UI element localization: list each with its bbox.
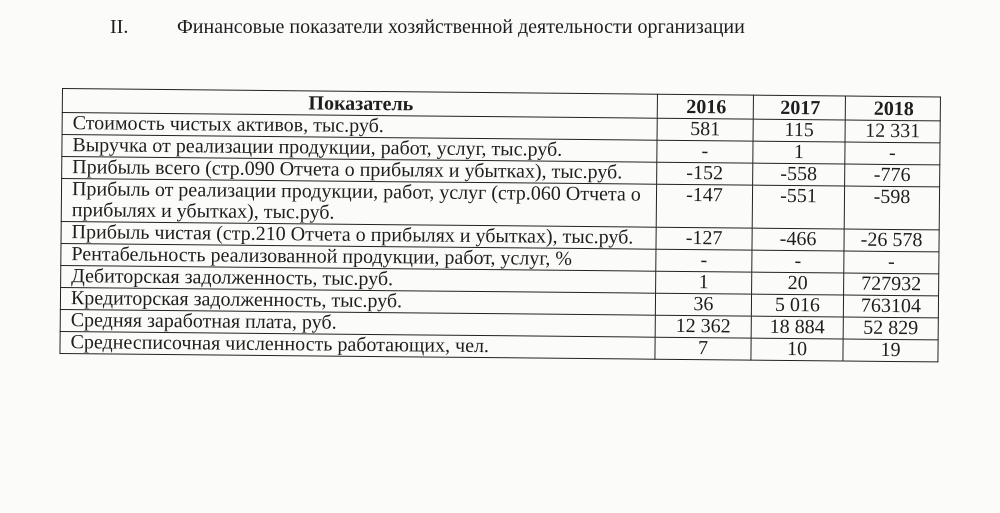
cell-value: 52 829	[843, 317, 938, 340]
cell-value: 115	[753, 119, 845, 142]
cell-value: 12 331	[845, 120, 940, 143]
cell-value: 727932	[844, 273, 939, 296]
cell-value: -551	[752, 185, 844, 229]
row-label: Прибыль от реализации продукции, работ, услуг (стр.060 Отчета о прибылях и убытках), тыс.руб.	[61, 179, 656, 228]
cell-value: -147	[656, 184, 752, 228]
cell-value: -127	[656, 227, 752, 250]
cell-value: 1	[753, 141, 845, 164]
cell-value: -	[656, 249, 752, 272]
section-heading	[110, 16, 745, 39]
row-label: Выручка от реализации продукции, работ, услуг, тыс.руб.	[62, 135, 657, 163]
row-label: Прибыль чистая (стр.210 Отчета о прибылях и убытках), тыс.руб.	[61, 221, 656, 249]
cell-value: -	[844, 251, 939, 274]
cell-value: -26 578	[844, 229, 939, 252]
cell-value: 19	[843, 339, 938, 362]
header-year-2017: 2017	[753, 95, 845, 120]
cell-value: 1	[656, 271, 752, 294]
row-label: Средняя заработная плата, руб.	[60, 309, 655, 337]
cell-value: 581	[657, 118, 753, 141]
cell-value: 10	[751, 338, 843, 361]
row-label: Стоимость чистых активов, тыс.руб.	[62, 113, 657, 141]
row-label: Среднесписочная численность работающих, чел.	[60, 331, 655, 359]
cell-value: 763104	[843, 295, 938, 318]
cell-value: 36	[655, 293, 751, 316]
cell-value: -558	[753, 163, 845, 186]
cell-value: -466	[752, 228, 844, 251]
row-label: Дебиторская задолженность, тыс.руб.	[61, 265, 656, 293]
financial-indicators-table	[59, 88, 941, 362]
cell-value: -598	[844, 186, 939, 230]
cell-value: -	[845, 142, 940, 165]
row-label: Прибыль всего (стр.090 Отчета о прибылях и убытках), тыс.руб.	[62, 157, 657, 185]
header-year-2016: 2016	[657, 94, 753, 119]
row-label: Кредиторская задолженность, тыс.руб.	[60, 287, 655, 315]
cell-value: 5 016	[751, 294, 843, 317]
header-indicator: Показатель	[62, 89, 657, 119]
cell-value: -	[657, 140, 753, 163]
cell-value: 7	[655, 337, 751, 360]
section-title: Финансовые показатели хозяйственной деятельности организации	[177, 16, 745, 38]
cell-value: -776	[845, 164, 940, 187]
cell-value: 12 362	[655, 315, 751, 338]
row-label: Рентабельность реализованной продукции, работ, услуг, %	[61, 243, 656, 271]
section-number: II.	[110, 16, 129, 38]
cell-value: 20	[752, 272, 844, 295]
cell-value: -152	[657, 162, 753, 185]
cell-value: 18 884	[751, 316, 843, 339]
cell-value: -	[752, 250, 844, 273]
header-year-2018: 2018	[845, 96, 940, 121]
